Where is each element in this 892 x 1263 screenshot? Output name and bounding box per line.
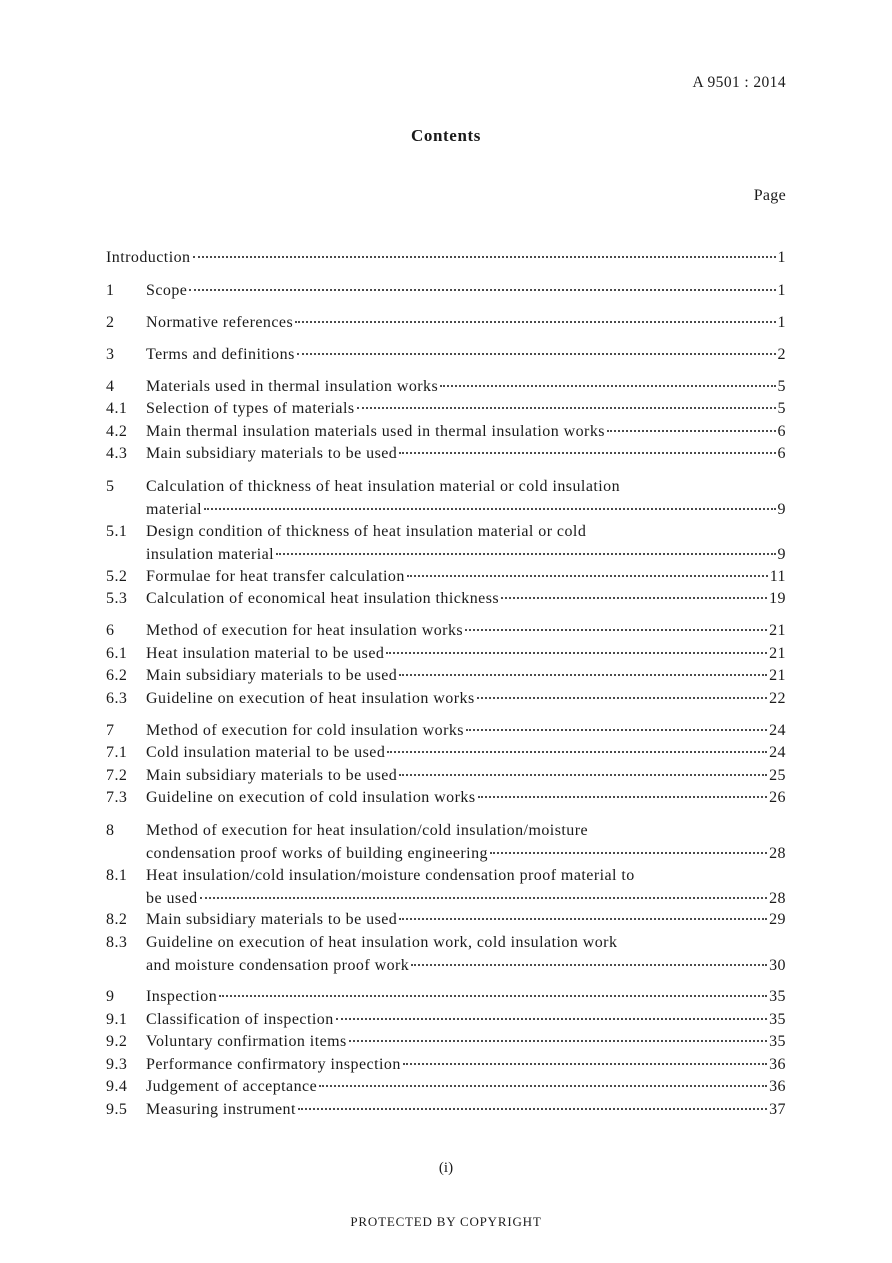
toc-section-number: 7.1 (106, 744, 128, 761)
toc-page-number: 9 (777, 545, 786, 563)
toc-section-number: 1 (106, 282, 115, 299)
toc-section-title: Method of execution for heat insulation/cold insulation/moisture (146, 822, 589, 839)
toc-section-title: Calculation of economical heat insulation thickness (146, 590, 500, 607)
toc-section-title: Calculation of thickness of heat insulation material or cold insulation (146, 478, 621, 495)
toc-section-title: Materials used in thermal insulation works (146, 378, 439, 395)
toc-section-title: insulation material (146, 545, 275, 563)
toc-entry-line[interactable] (106, 566, 786, 588)
toc-page-number: 1 (777, 314, 786, 331)
toc-entry-line[interactable] (106, 398, 786, 420)
toc-page-number: 19 (769, 590, 786, 607)
page-title: Contents (411, 126, 481, 145)
toc-section-title: Introduction (106, 249, 191, 266)
toc-section-number: 5.3 (106, 590, 128, 607)
toc-page-number: 21 (769, 622, 786, 639)
toc-entry-line[interactable] (106, 1009, 786, 1031)
toc-page-number: 35 (769, 1011, 786, 1028)
dot-leader (501, 597, 767, 599)
toc-page-number: 2 (777, 346, 786, 363)
toc-entry-line[interactable] (106, 888, 786, 910)
toc-page-number: 11 (769, 568, 786, 585)
dot-leader (204, 508, 776, 510)
toc-page-number: 5 (777, 400, 786, 417)
toc-page-number: 24 (769, 722, 786, 739)
toc-page-number: 35 (769, 988, 786, 1005)
toc-section-title: Selection of types of materials (146, 400, 355, 417)
toc-page-number: 36 (769, 1056, 786, 1073)
toc-section-number: 9.3 (106, 1056, 128, 1073)
toc-section-number: 4.2 (106, 423, 128, 440)
toc-entry-line (106, 476, 786, 498)
toc-page-number: 36 (769, 1078, 786, 1095)
toc-section-number: 7 (106, 722, 115, 739)
toc-section-title: Main subsidiary materials to be used (146, 767, 398, 784)
toc-section-number: 9 (106, 988, 115, 1005)
toc-section-number: 3 (106, 346, 115, 363)
toc-page-number: 6 (777, 445, 786, 462)
toc-page-number: 28 (769, 889, 786, 907)
dot-leader (403, 1063, 767, 1065)
toc-section-title: Judgement of acceptance (146, 1078, 318, 1095)
dot-leader (407, 575, 768, 577)
toc-entry-line[interactable] (106, 643, 786, 665)
toc-page-number: 6 (777, 423, 786, 440)
toc-section-title: Method of execution for cold insulation works (146, 722, 464, 739)
toc-entry-line[interactable] (106, 742, 786, 764)
toc-section-number: 8 (106, 822, 115, 839)
toc-entry-line[interactable] (106, 688, 786, 710)
toc-section-title: Cold insulation material to be used (146, 744, 386, 761)
toc-entry-line[interactable] (106, 955, 786, 977)
toc-section-title: be used (146, 889, 198, 907)
dot-leader (189, 289, 775, 291)
toc-entry-line[interactable] (106, 588, 786, 610)
toc-section-title: Guideline on execution of cold insulation works (146, 789, 476, 806)
toc-section-number: 8.2 (106, 911, 128, 928)
toc-entry-line[interactable] (106, 344, 786, 366)
toc-section-title: Design condition of thickness of heat insulation material or cold (146, 523, 587, 540)
page-column-heading: Page (753, 187, 786, 204)
toc-section-title: Voluntary confirmation items (146, 1033, 347, 1050)
dot-leader (336, 1018, 767, 1020)
dot-leader (440, 385, 775, 387)
dot-leader (200, 897, 768, 899)
document-code: A 9501 : 2014 (692, 74, 786, 91)
toc-section-number: 6.1 (106, 645, 128, 662)
toc-entry-line[interactable] (106, 620, 786, 642)
toc-entry-line (106, 820, 786, 842)
dot-leader (357, 407, 776, 409)
dot-leader (399, 918, 767, 920)
toc-page-number: 21 (769, 645, 786, 662)
toc-entry-line[interactable] (106, 720, 786, 742)
toc-section-number: 5.1 (106, 523, 128, 540)
toc-section-title: Performance confirmatory inspection (146, 1056, 401, 1073)
toc-section-title: Heat insulation/cold insulation/moisture condensation proof material to (146, 867, 635, 884)
dot-leader (490, 852, 767, 854)
toc-entry-line[interactable] (106, 544, 786, 566)
toc-page-number: 5 (777, 378, 786, 395)
toc-section-title: Method of execution for heat insulation works (146, 622, 464, 639)
toc-section-number: 7.2 (106, 767, 128, 784)
toc-section-number: 7.3 (106, 789, 128, 806)
toc-section-number: 9.4 (106, 1078, 128, 1095)
copyright-notice: PROTECTED BY COPYRIGHT (350, 1214, 542, 1229)
toc-page-number: 24 (769, 744, 786, 761)
dot-leader (319, 1085, 767, 1087)
toc-section-number: 9.1 (106, 1011, 128, 1028)
toc-entry-line[interactable] (106, 499, 786, 521)
toc-page-number: 37 (769, 1101, 786, 1118)
toc-page-number: 30 (769, 956, 786, 974)
toc-entry-line[interactable] (106, 787, 786, 809)
toc-entry-line[interactable] (106, 1099, 786, 1121)
dot-leader (349, 1040, 767, 1042)
toc-section-title: Main subsidiary materials to be used (146, 667, 398, 684)
toc-entry-line[interactable] (106, 1054, 786, 1076)
dot-leader (466, 729, 767, 731)
dot-leader (399, 774, 767, 776)
dot-leader (276, 553, 775, 555)
toc-entry-line[interactable] (106, 986, 786, 1008)
dot-leader (478, 796, 768, 798)
dot-leader (386, 652, 767, 654)
toc-page-number: 1 (777, 249, 786, 266)
toc-entry-line[interactable] (106, 376, 786, 398)
toc-section-title: Terms and definitions (146, 346, 295, 363)
toc-entry-line[interactable] (106, 1031, 786, 1053)
toc-page-number: 25 (769, 767, 786, 784)
dot-leader (399, 674, 767, 676)
toc-section-title: Formulae for heat transfer calculation (146, 568, 405, 585)
toc-entry-line[interactable] (106, 1076, 786, 1098)
toc-section-number: 8.3 (106, 934, 128, 951)
toc-section-title: material (146, 500, 203, 518)
toc-page-number: 21 (769, 667, 786, 684)
dot-leader (607, 430, 776, 432)
toc-section-title: condensation proof works of building engineering (146, 844, 488, 862)
dot-leader (399, 452, 775, 454)
toc-section-title: Main thermal insulation materials used in thermal insulation works (146, 423, 605, 440)
toc-entry-line[interactable] (106, 280, 786, 302)
toc-section-number: 4.1 (106, 400, 128, 417)
toc-entry-line[interactable] (106, 765, 786, 787)
dot-leader (298, 1108, 767, 1110)
dot-leader (219, 995, 767, 997)
toc-page-number: 28 (769, 844, 786, 862)
dot-leader (193, 256, 776, 258)
toc-entry-line[interactable] (106, 665, 786, 687)
toc-section-number: 2 (106, 314, 115, 331)
toc-section-title: Heat insulation material to be used (146, 645, 385, 662)
toc-section-title: Guideline on execution of heat insulation works (146, 690, 475, 707)
toc-section-title: Main subsidiary materials to be used (146, 445, 398, 462)
dot-leader (297, 353, 776, 355)
toc-section-number: 9.5 (106, 1101, 128, 1118)
toc-section-number: 9.2 (106, 1033, 128, 1050)
dot-leader (477, 697, 767, 699)
toc-section-number: 4 (106, 378, 115, 395)
toc-entry-line (106, 932, 786, 954)
toc-entry-line[interactable] (106, 312, 786, 334)
dot-leader (465, 629, 767, 631)
toc-entry-line (106, 521, 786, 543)
toc-page-number: 9 (777, 500, 786, 518)
toc-section-number: 6 (106, 622, 115, 639)
toc-entry-line[interactable] (106, 421, 786, 443)
toc-section-title: Normative references (146, 314, 294, 331)
toc-section-number: 6.2 (106, 667, 128, 684)
toc-entry-line[interactable] (106, 443, 786, 465)
toc-section-number: 6.3 (106, 690, 128, 707)
toc-page-number: 35 (769, 1033, 786, 1050)
toc-section-title: Classification of inspection (146, 1011, 334, 1028)
toc-section-number: 5.2 (106, 568, 128, 585)
toc-entry-line (106, 865, 786, 887)
toc-entry-line[interactable] (106, 909, 786, 931)
dot-leader (387, 751, 767, 753)
toc-section-title: Scope (146, 282, 188, 299)
toc-page-number: 29 (769, 911, 786, 928)
toc-page-number: 1 (777, 282, 786, 299)
toc-section-title: Main subsidiary materials to be used (146, 911, 398, 928)
toc-section-title: Inspection (146, 988, 218, 1005)
toc-section-title: and moisture condensation proof work (146, 956, 410, 974)
toc-entry-line[interactable] (106, 247, 786, 269)
toc-section-title: Guideline on execution of heat insulation work, cold insulation work (146, 934, 618, 951)
toc-section-number: 8.1 (106, 867, 128, 884)
page-number-marker: (i) (438, 1160, 454, 1176)
dot-leader (411, 964, 767, 966)
dot-leader (295, 321, 775, 323)
toc-section-title: Measuring instrument (146, 1101, 296, 1118)
toc-page-number: 22 (769, 690, 786, 707)
toc-section-number: 4.3 (106, 445, 128, 462)
toc-page-number: 26 (769, 789, 786, 806)
toc-entry-line[interactable] (106, 843, 786, 865)
toc-section-number: 5 (106, 478, 115, 495)
